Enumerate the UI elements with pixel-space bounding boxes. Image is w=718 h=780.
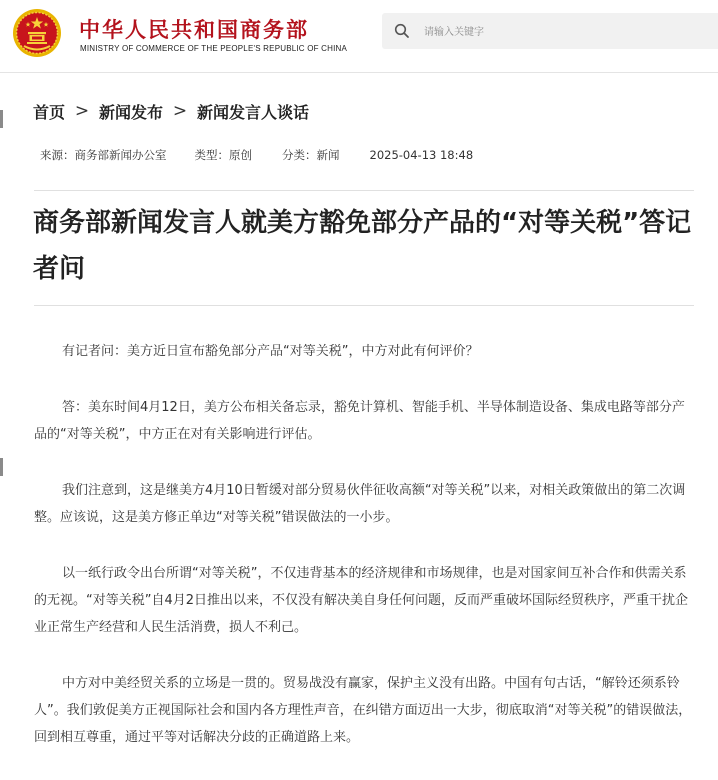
national-emblem-icon[interactable] [12,8,62,58]
meta-category: 分类：新闻 [282,148,340,162]
scroll-edge-marker [0,458,3,476]
article-paragraph: 答：美东时间4月12日，美方公布相关备忘录，豁免计算机、智能手机、半导体制造设备、集成电路等部分产品的“对等关税”，中方正在对有关影响进行评估。 [34,400,685,442]
breadcrumb-spokesperson-remarks[interactable]: 新闻发言人谈话 [197,102,310,122]
search-input[interactable] [422,13,706,51]
divider [34,190,694,191]
search-icon[interactable] [394,23,410,39]
article-paragraph: 有记者问：美方近日宣布豁免部分产品“对等关税”，中方对此有何评价？ [62,344,479,359]
article-paragraph: 以一纸行政令出台所谓“对等关税”，不仅违背基本的经济规律和市场规律，也是对国家间互补合作和供需关系的无视。“对等关税”自4月2日推出以来，不仅没有解决美自身任何问题，反而严重破坏国际经贸秩序，严重干扰企业正常生产经营和人民生活消费，损人不利己。 [34,566,689,635]
article-paragraph: 中方对中美经贸关系的立场是一贯的。贸易战没有赢家，保护主义没有出路。中国有句古话，“解铃还须系铃人”。我们敦促美方正视国际社会和国内各方理性声音，在纠错方面迈出一大步，彻底取消“对等关税”的错误做法，回到相互尊重，通过平等对话解决分歧的正确道路上来。 [34,676,692,745]
divider [34,305,694,306]
breadcrumb-separator: > [74,101,90,121]
search-box [382,13,718,49]
site-title-english: MINISTRY OF COMMERCE OF THE PEOPLE'S REPUBLIC OF CHINA [80,44,348,53]
meta-type: 类型：原创 [194,148,252,162]
breadcrumb-news-release[interactable]: 新闻发布 [99,102,164,122]
article-body [34,338,696,780]
site-header [0,0,718,73]
site-title[interactable]: 中华人民共和国商务部 [79,18,309,42]
article-meta [40,145,473,165]
breadcrumb [33,98,309,124]
meta-source: 来源：商务部新闻办公室 [40,148,167,162]
article-paragraph: 我们注意到，这是继美方4月10日暂缓对部分贸易伙伴征收高额“对等关税”以来，对相关政策做出的第二次调整。应该说，这是美方修正单边“对等关税”错误做法的一小步。 [34,483,686,525]
scroll-edge-marker [0,110,3,128]
article-title: 商务部新闻发言人就美方豁免部分产品的“对等关税”答记者问 [33,208,692,284]
meta-datetime: 2025-04-13 18:48 [369,148,474,162]
breadcrumb-home[interactable]: 首页 [33,102,66,122]
breadcrumb-separator: > [172,101,188,121]
